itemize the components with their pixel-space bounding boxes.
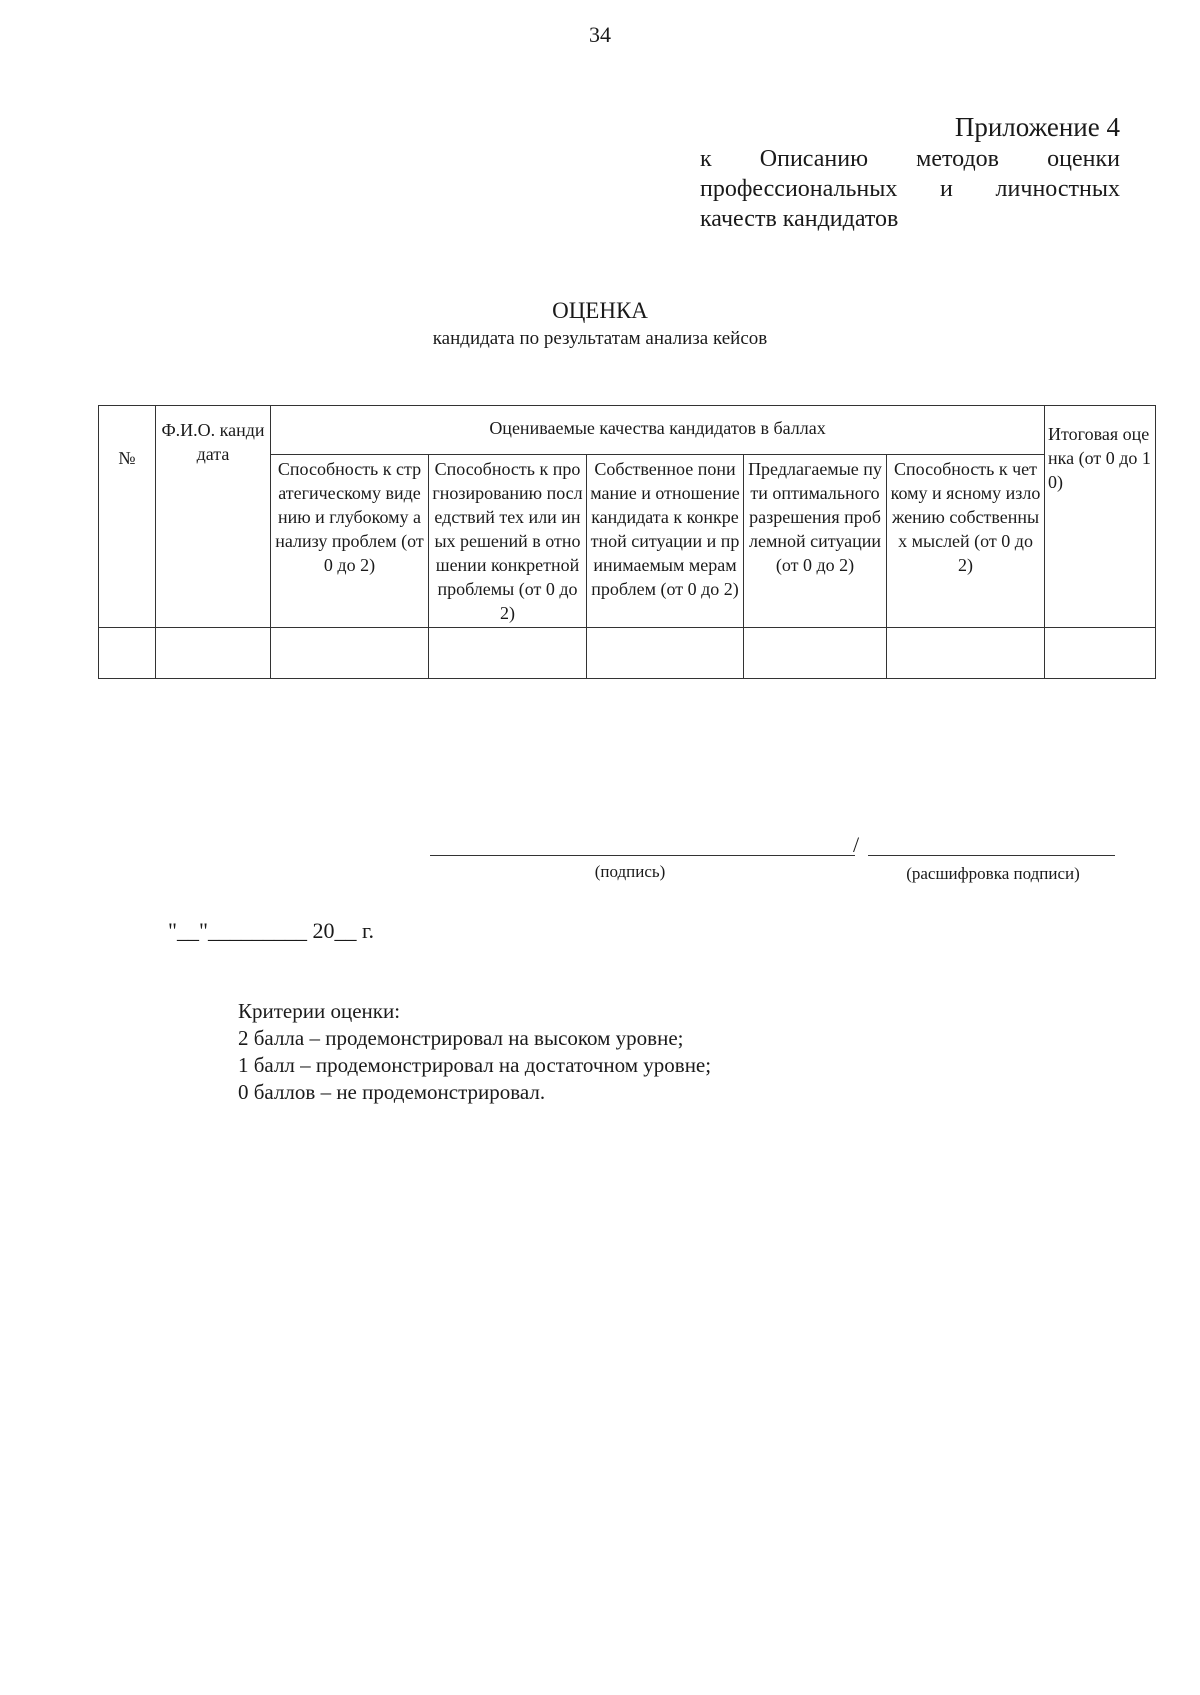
signature-decode-line[interactable] — [868, 855, 1115, 856]
header-number: № — [99, 406, 156, 628]
cell-candidate-name[interactable] — [156, 628, 271, 679]
header-qualities-group: Оцениваемые качества кандидатов в баллах — [271, 406, 1045, 455]
appendix-line-1: к Описанию методов оценки — [700, 146, 1120, 172]
cell-criterion-5[interactable] — [887, 628, 1045, 679]
date-line: "__"_________ 20__ г. — [168, 918, 375, 943]
table-header-row-1 — [99, 406, 1156, 455]
signature-decode-caption: (расшифровка подписи) — [906, 864, 1080, 883]
cell-total-score[interactable] — [1045, 628, 1156, 679]
appendix-title: Приложение 4 — [954, 112, 1120, 142]
header-candidate-name: Ф.И.О. канди дата — [156, 406, 271, 628]
criteria-item: 2 балла – продемонстрировал на высоком уровне; — [238, 1026, 684, 1050]
page-number: 34 — [589, 22, 611, 47]
signature-slash: / — [853, 832, 860, 857]
criteria-item: 1 балл – продемонстрировал на достаточном уровне; — [238, 1053, 712, 1077]
evaluation-table — [98, 405, 1156, 679]
appendix-line-2: профессиональных и личностных — [700, 176, 1120, 202]
appendix-header — [700, 110, 1120, 234]
cell-criterion-2[interactable] — [429, 628, 587, 679]
header-criterion-5: Способность к четкому и ясному изложению собственных мыслей (от 0 до 2) — [887, 455, 1045, 628]
appendix-line-3: качеств кандидатов — [700, 206, 899, 232]
document-subtitle: кандидата по результатам анализа кейсов — [432, 328, 768, 349]
header-criterion-1: Способность к стратегическому видению и глубокому анализу проблем (от 0 до 2) — [271, 455, 429, 628]
header-criterion-4: Предлагаемые пути оптимального разрешения проблемной ситуации (от 0 до 2) — [744, 455, 887, 628]
header-total-score: Итоговая оценка (от 0 до 10) — [1045, 406, 1156, 628]
document-title: ОЦЕНКА — [552, 298, 648, 323]
cell-criterion-4[interactable] — [744, 628, 887, 679]
cell-number[interactable] — [99, 628, 156, 679]
cell-criterion-1[interactable] — [271, 628, 429, 679]
cell-criterion-3[interactable] — [587, 628, 744, 679]
criteria-item: 0 баллов – не продемонстрировал. — [238, 1080, 546, 1104]
signature-line[interactable] — [430, 855, 855, 856]
header-criterion-2: Способность к прогнозированию последствий тех или иных решений в отношении конкретной проблемы (от 0 до 2) — [429, 455, 587, 628]
criteria-heading: Критерии оценки: — [238, 999, 401, 1023]
signature-caption: (подпись) — [594, 862, 666, 881]
criteria-block — [238, 998, 711, 1106]
table-row — [99, 628, 1156, 679]
header-criterion-3: Собственное понимание и отношение кандидата к конкретной ситуации и принимаемым мерам проблем (от 0 до 2) — [587, 455, 744, 628]
